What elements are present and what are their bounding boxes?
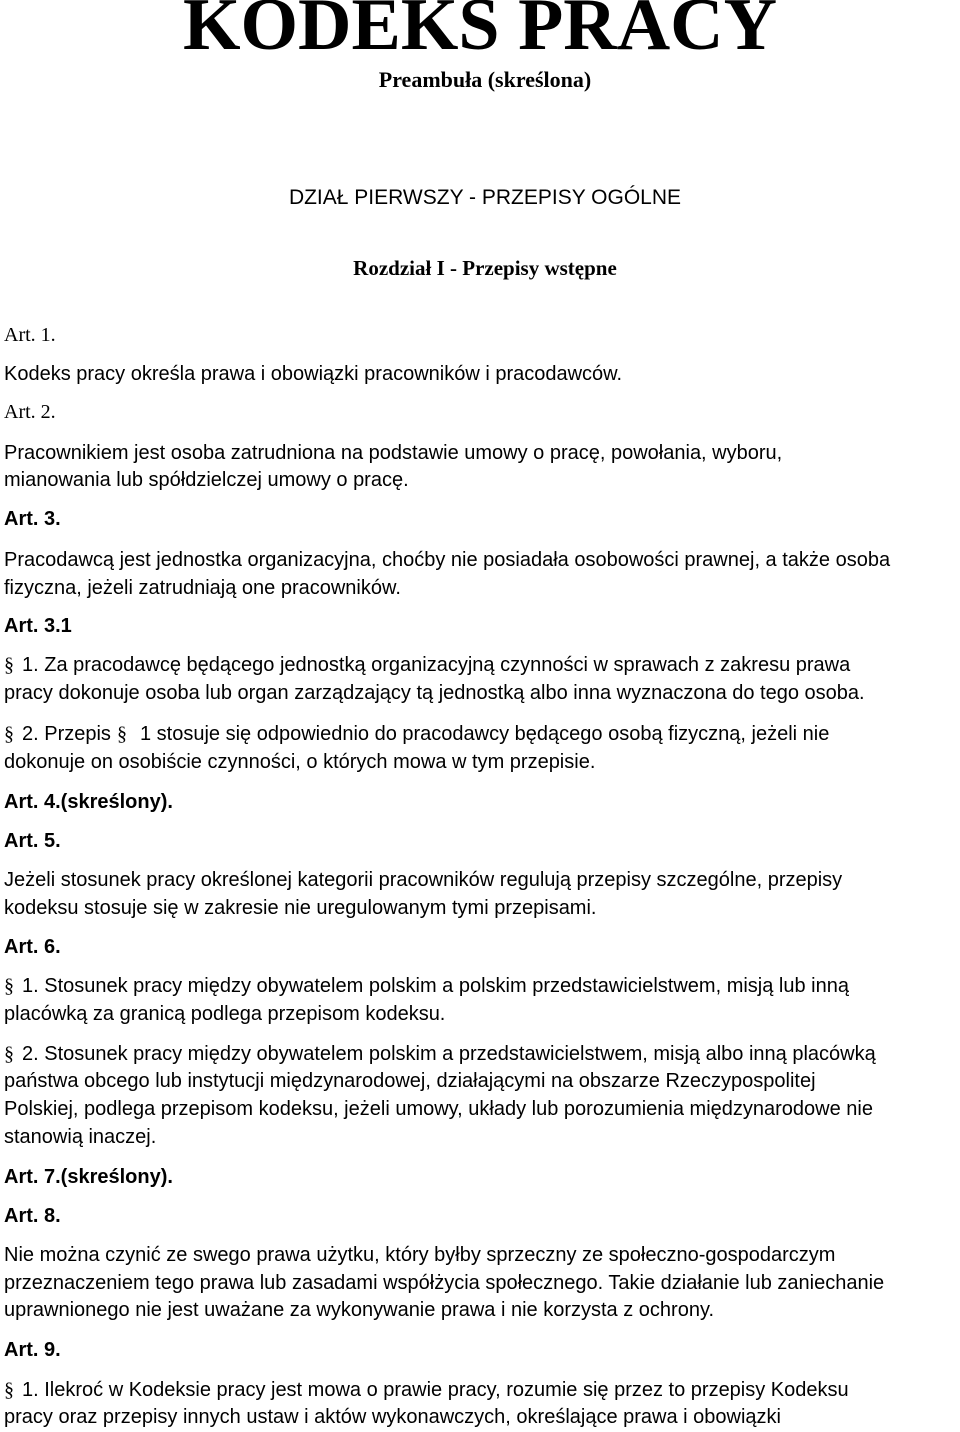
article-5-text-line-2: kodeksu stosuje się w zakresie nie uregulowanym tymi przepisami.	[4, 897, 597, 919]
article-3-heading: Art. 3.	[4, 508, 61, 530]
article-8-text-line-1: Nie można czynić ze swego prawa użytku, który byłby sprzeczny ze społeczno-gospodarczym	[4, 1244, 836, 1266]
article-2-text-line-1: Pracownikiem jest osoba zatrudniona na podstawie umowy o pracę, powołania, wyboru,	[4, 442, 783, 464]
article-2-heading: Art. 2.	[4, 401, 56, 423]
section-sign-icon: §	[4, 723, 14, 745]
article-3-1-para-2-line-1: 1 stosuje się odpowiednio do pracodawcy będącego osobą fizyczną, jeżeli nie	[140, 723, 830, 745]
section-sign-icon: §	[117, 723, 127, 745]
article-6-heading: Art. 6.	[4, 936, 61, 958]
chapter-heading: Rozdział I - Przepisy wstępne	[353, 256, 617, 280]
division-heading: DZIAŁ PIERWSZY - PRZEPISY OGÓLNE	[288, 186, 682, 209]
article-8-text-line-2: przeznaczeniem tego prawa lub zasadami współżycia społecznego. Takie działanie lub zaniechanie	[4, 1272, 885, 1294]
article-4-heading: Art. 4.(skreślony).	[4, 791, 173, 813]
article-8-text-line-3: uprawnionego nie jest uważane za wykonywanie prawa i nie korzysta z ochrony.	[4, 1299, 715, 1321]
article-8-heading: Art. 8.	[4, 1205, 61, 1227]
article-3-text-line-1: Pracodawcą jest jednostka organizacyjna, choćby nie posiadała osobowości prawnej, a także osoba	[4, 549, 891, 571]
article-3-text-line-2: fizyczna, jeżeli zatrudniają one pracowników.	[4, 577, 401, 599]
article-9-heading: Art. 9.	[4, 1339, 61, 1361]
article-7-heading: Art. 7.(skreślony).	[4, 1166, 173, 1188]
article-6-para-2-line-2: państwa obcego lub instytucji międzynarodowej, działającymi na obszarze Rzeczypospolitej	[4, 1070, 816, 1092]
preamble-note: Preambuła (skreślona)	[378, 67, 592, 92]
article-6-para-2-line-3: Polskiej, podlega przepisom kodeksu, jeżeli umowy, układy lub porozumienia międzynarodowe nie	[4, 1098, 873, 1120]
article-3-1-para-1-line-2: pracy dokonuje osoba lub organ zarządzający tą jednostką albo inna wyznaczona do tego osoba.	[4, 682, 865, 704]
section-sign-icon: §	[4, 1043, 14, 1065]
article-3-1-para-2-lead: 2. Przepis	[22, 723, 111, 745]
section-sign-icon: §	[4, 975, 14, 997]
article-1-heading: Art. 1.	[4, 324, 56, 346]
article-6-para-1-line-1: 1. Stosunek pracy między obywatelem polskim a polskim przedstawicielstwem, misją lub inną	[22, 975, 849, 997]
article-3-1-heading: Art. 3.1	[4, 615, 72, 637]
article-5-text-line-1: Jeżeli stosunek pracy określonej kategorii pracowników regulują przepisy szczególne, przepisy	[4, 869, 843, 891]
section-sign-icon: §	[4, 654, 14, 676]
article-9-para-1-line-2: pracy oraz przepisy innych ustaw i aktów wykonawczych, określające prawa i obowiązki	[4, 1406, 781, 1428]
article-9-para-1-line-1: 1. Ilekroć w Kodeksie pracy jest mowa o prawie pracy, rozumie się przez to przepisy Kodeksu	[22, 1379, 849, 1401]
document-title: KODEKS PRACY	[182, 0, 778, 66]
article-6-para-2-line-4: stanowią inaczej.	[4, 1126, 157, 1148]
article-1-text: Kodeks pracy określa prawa i obowiązki pracowników i pracodawców.	[4, 363, 623, 385]
article-3-1-para-1-line-1: 1. Za pracodawcę będącego jednostką organizacyjną czynności w sprawach z zakresu prawa	[22, 654, 851, 676]
section-sign-icon: §	[4, 1379, 14, 1401]
article-6-para-1-line-2: placówką za granicą podlega przepisom kodeksu.	[4, 1003, 446, 1025]
article-6-para-2-line-1: 2. Stosunek pracy między obywatelem polskim a przedstawicielstwem, misją albo inną placówką	[22, 1043, 876, 1065]
article-5-heading: Art. 5.	[4, 830, 61, 852]
article-2-text-line-2: mianowania lub spółdzielczej umowy o pracę.	[4, 469, 409, 491]
article-3-1-para-2-line-2: dokonuje on osobiście czynności, o których mowa w tym przepisie.	[4, 751, 596, 773]
